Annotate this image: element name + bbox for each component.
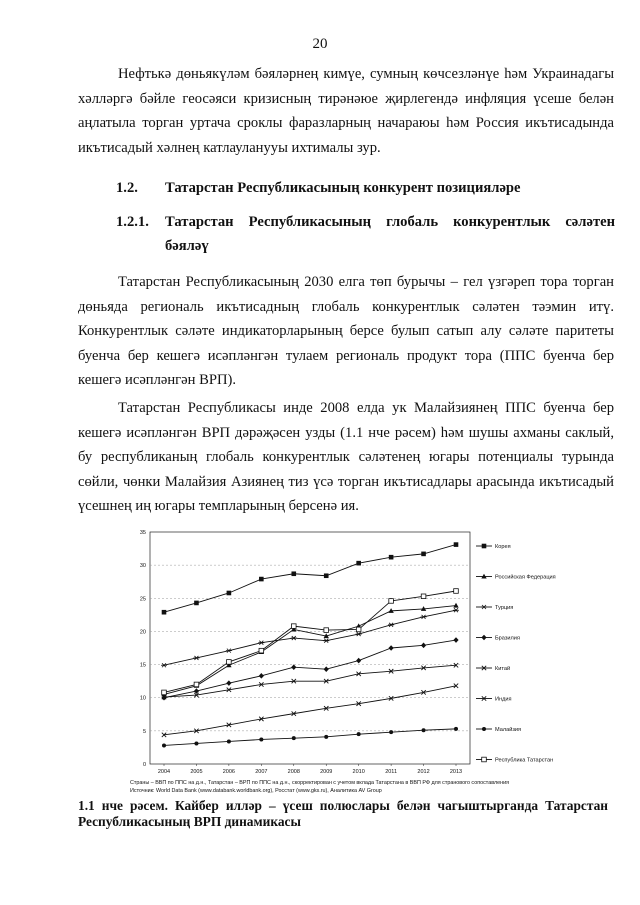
series-8-point	[227, 660, 232, 665]
series-1-point	[356, 561, 361, 566]
chart-source-line-2: Источник: World Data Bank (www.databank.worldbank.org), Росстат (www.gks.ru), Аналитика AV Group	[130, 788, 382, 794]
series-1-point	[194, 601, 199, 606]
figure-caption: 1.1 нче рәсем. Кайбер илләр – үсеш полюслары белән чагыштырганда Татарстан Республикасының ВРП динамикасы	[78, 798, 608, 829]
x-tick-label: 2004	[157, 769, 171, 775]
series-3-line	[164, 610, 456, 665]
y-tick-label: 35	[139, 530, 146, 536]
series-1-point	[421, 552, 426, 557]
y-tick-label: 10	[139, 695, 146, 702]
series-7-point	[227, 739, 231, 743]
series-7-point	[162, 743, 166, 747]
series-1-point	[162, 610, 167, 615]
section-number: 1.2.	[116, 180, 138, 196]
series-1-legend-marker	[482, 544, 487, 549]
series-2-point	[453, 603, 458, 608]
series-8-point	[194, 682, 199, 687]
series-4-point	[324, 666, 329, 672]
series-1-point	[454, 542, 459, 547]
series-3-point	[193, 656, 199, 660]
series-4-point	[356, 658, 361, 664]
gdp-chart	[100, 526, 580, 798]
subsection-title-line2: бәяләү	[165, 238, 209, 254]
series-7-point	[292, 736, 296, 740]
series-8-point	[324, 628, 329, 633]
series-3-legend-marker	[481, 605, 487, 609]
series-4-point	[226, 680, 231, 686]
section-title: Татарстан Республикасының конкурент позицияләре	[165, 180, 521, 196]
series-3-point	[226, 649, 232, 653]
series-4-point	[453, 637, 458, 643]
page-number: 20	[312, 36, 328, 52]
series-3-point	[356, 632, 362, 636]
paragraph-3: Татарстан Республикасы инде 2008 елда ук Малайзиянең ППС буенча бер кешегә исәпләнгән ВРП дәрәҗәсен узды (1.1 нче рәсем) һәм шушы ахманы саклый, бу республиканың глобаль конкурентлык сәләтенең югары потенциалы турында сөйли, чөнки Малайзия Азиянең тиз үсә торган икътисадлары арасында икътисадый үсешнең иң югары темпларының берсенә ия.	[78, 400, 614, 515]
x-tick-label: 2007	[255, 769, 268, 775]
series-3-point	[291, 636, 297, 640]
series-4-legend-marker	[481, 635, 486, 641]
y-tick-label: 20	[139, 629, 146, 636]
series-8-point	[162, 690, 167, 695]
series-7-point	[422, 728, 426, 732]
series-1-point	[324, 573, 329, 578]
paragraph-2: Татарстан Республикасының 2030 елга төп бурычы – гел үзгәреп тора торган дөньяда региональ икътисадның глобаль конкурентлык сәләтен тәэмин итү. Конкурентлык сәләте индикаторларының берсе булып сатып алу сәләте паритеты буенча бер кешегә исәпләнгән тулаем региональ продукт тора (ППС буенча бер кешегә исәпләнгән ВРП).	[78, 274, 614, 389]
series-3-point	[388, 623, 394, 627]
series-8-legend-marker	[482, 757, 487, 762]
series-3-point	[421, 615, 427, 619]
series-1-line	[164, 545, 456, 613]
series-3-point	[161, 663, 167, 667]
series-5-legend-label: Китай	[495, 666, 511, 672]
y-tick-label: 25	[139, 596, 146, 603]
series-1-point	[291, 571, 296, 576]
series-7-legend-label: Малайзия	[495, 727, 522, 733]
series-1-point	[259, 577, 264, 582]
series-7-point	[259, 737, 263, 741]
series-4-point	[421, 643, 426, 649]
series-8-legend-label: Республика Татарстан	[495, 757, 554, 764]
subsection-title-line1: Татарстан Республикасының глобаль конкурентлык сәләтен	[165, 214, 615, 230]
series-7-point	[357, 732, 361, 736]
x-tick-label: 2011	[385, 769, 398, 775]
x-tick-label: 2006	[222, 769, 236, 775]
series-7-point	[194, 741, 198, 745]
x-tick-label: 2009	[320, 769, 333, 775]
series-2-legend-label: Российская Федерация	[495, 574, 556, 581]
x-tick-label: 2005	[190, 769, 203, 775]
series-7-legend-marker	[482, 727, 486, 731]
series-8-point	[356, 627, 361, 632]
series-8-point	[389, 599, 394, 604]
y-tick-label: 30	[139, 563, 146, 570]
chart-source-line-1: Страны – ВВП по ППС на д.н., Татарстан – ВРП по ППС на д.н., скорректирован с учетом вклада Татарстана в ВВП РФ для странового сопоставления	[130, 780, 510, 786]
series-8-line	[164, 591, 456, 692]
series-7-point	[389, 730, 393, 734]
series-4-legend-label: Бразилия	[495, 635, 520, 642]
series-5-line	[164, 665, 456, 697]
series-7-point	[324, 735, 328, 739]
paragraph-1: Нефтькә дөньякүләм бәяләрнең кимүе, сумның көчсезләнүе һәм Украинадагы хәлләргә бәйле геосәяси кризисның тирәнәюе җирлегендә инфляция үсеше белән аңлатыла торган уртача сроклы фаразларның начараюы һәм Россия икътисадында икътисадый хәлнең катлауланууы ихтималы зур.	[78, 66, 614, 156]
series-6-legend-label: Индия	[495, 696, 512, 703]
y-tick-label: 5	[142, 728, 146, 735]
x-tick-label: 2012	[417, 769, 430, 775]
series-1-point	[227, 591, 232, 596]
series-8-point	[291, 624, 296, 629]
series-7-point	[454, 727, 458, 731]
series-8-point	[259, 648, 264, 653]
y-tick-label: 15	[139, 662, 146, 669]
series-8-point	[421, 594, 426, 599]
series-3-point	[453, 608, 459, 612]
series-1-point	[389, 555, 394, 560]
series-4-point	[259, 673, 264, 679]
subsection-number: 1.2.1.	[116, 214, 149, 230]
x-tick-label: 2013	[449, 769, 463, 775]
series-4-point	[389, 645, 394, 651]
series-4-point	[291, 664, 296, 670]
series-1-legend-label: Корея	[495, 544, 511, 550]
x-tick-label: 2008	[287, 769, 300, 775]
series-8-point	[454, 589, 459, 594]
series-7-line	[164, 729, 456, 746]
y-tick-label: 0	[142, 762, 146, 768]
x-tick-label: 2010	[352, 769, 365, 775]
series-3-point	[258, 641, 264, 645]
series-3-point	[323, 639, 329, 643]
series-3-legend-label: Турция	[495, 605, 514, 611]
